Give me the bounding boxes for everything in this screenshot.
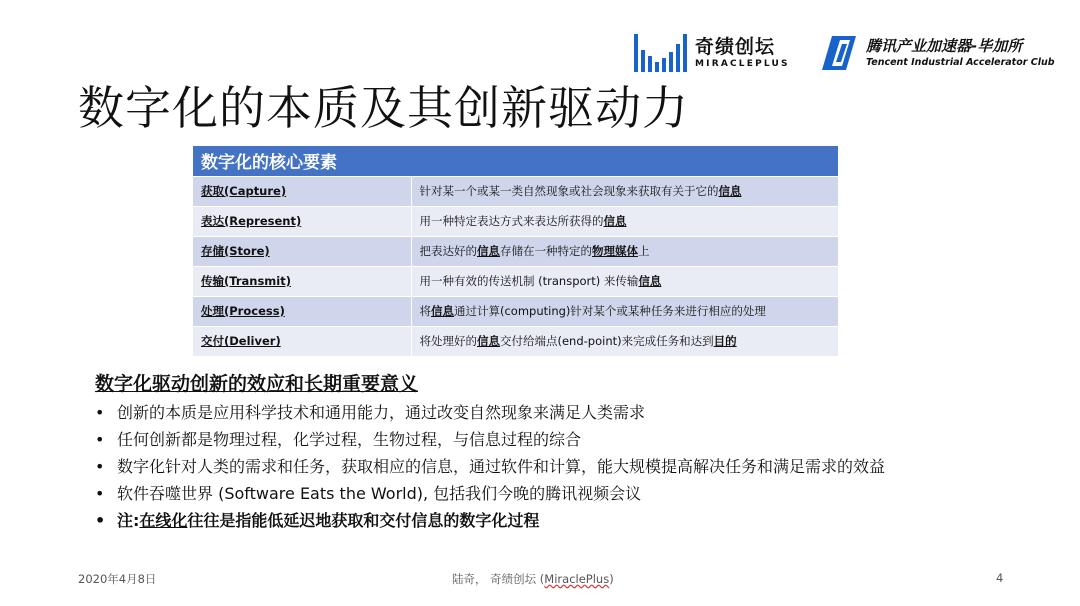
page-number: 4 bbox=[996, 571, 1004, 585]
tencent-logo-zh: 腾讯产业加速器-毕加所 bbox=[866, 37, 1023, 55]
list-item: • 任何创新都是物理过程，化学过程，生物过程，与信息过程的综合 bbox=[95, 426, 885, 453]
table-row bbox=[193, 206, 838, 236]
miracleplus-logo-en: MIRACLEPLUS bbox=[695, 59, 790, 69]
footer-author: 陆奇， 奇绩创坛 (MiraclePlus) bbox=[452, 572, 614, 586]
bullet-icon: • bbox=[95, 430, 105, 449]
footer-date: 2020年4月8日 bbox=[78, 572, 157, 586]
miracleplus-logo-zh: 奇绩创坛 bbox=[695, 36, 776, 58]
term-cell: 存储(Store) bbox=[193, 236, 411, 266]
core-elements-table bbox=[193, 146, 838, 356]
tencent-accelerator-logo bbox=[820, 34, 1055, 72]
table-row bbox=[193, 266, 838, 296]
bullet-icon: • bbox=[95, 484, 105, 503]
desc-cell: 将信息通过计算(computing)针对某个或某种任务来进行相应的处理 bbox=[411, 296, 838, 326]
note-item: • 注: 在线化 往往是指能低延迟地获取和交付信息的数字化过程 bbox=[95, 507, 885, 534]
bullet-icon: • bbox=[95, 457, 105, 476]
desc-cell: 用一种特定表达方式来表达所获得的信息 bbox=[411, 206, 838, 236]
table-row bbox=[193, 326, 838, 356]
table-row bbox=[193, 296, 838, 326]
term-cell: 获取(Capture) bbox=[193, 176, 411, 206]
term-cell: 处理(Process) bbox=[193, 296, 411, 326]
term-cell: 传输(Transmit) bbox=[193, 266, 411, 296]
section-heading: 数字化驱动创新的效应和长期重要意义 bbox=[95, 373, 419, 395]
table-row bbox=[193, 176, 838, 206]
list-item: • 数字化针对人类的需求和任务，获取相应的信息，通过软件和计算，能大规模提高解决任务和满足需求的效益 bbox=[95, 453, 885, 480]
miracleplus-logo bbox=[634, 33, 790, 73]
bullet-icon: • bbox=[95, 511, 106, 530]
list-item: • 软件吞噬世界 (Software Eats the World), 包括我们今晚的腾讯视频会议 bbox=[95, 480, 885, 507]
bar-chart-logo-icon bbox=[634, 34, 687, 72]
desc-cell: 用一种有效的传送机制 (transport) 来传输信息 bbox=[411, 266, 838, 296]
table-header: 数字化的核心要素 bbox=[193, 146, 838, 176]
desc-cell: 把表达好的信息存储在一种特定的物理媒体上 bbox=[411, 236, 838, 266]
desc-cell: 针对某一个或某一类自然现象或社会现象来获取有关于它的信息 bbox=[411, 176, 838, 206]
page-title: 数字化的本质及其创新驱动力 bbox=[78, 81, 689, 135]
tencent-accelerator-logo-icon bbox=[820, 34, 858, 72]
tencent-logo-en: Tencent Industrial Accelerator Club bbox=[866, 57, 1055, 68]
desc-cell: 将处理好的信息交付给端点(end-point)来完成任务和达到目的 bbox=[411, 326, 838, 356]
list-item: • 创新的本质是应用科学技术和通用能力，通过改变自然现象来满足人类需求 bbox=[95, 399, 885, 426]
bullet-list bbox=[95, 399, 885, 534]
term-cell: 表达(Represent) bbox=[193, 206, 411, 236]
table-row bbox=[193, 236, 838, 266]
bullet-icon: • bbox=[95, 403, 105, 422]
term-cell: 交付(Deliver) bbox=[193, 326, 411, 356]
